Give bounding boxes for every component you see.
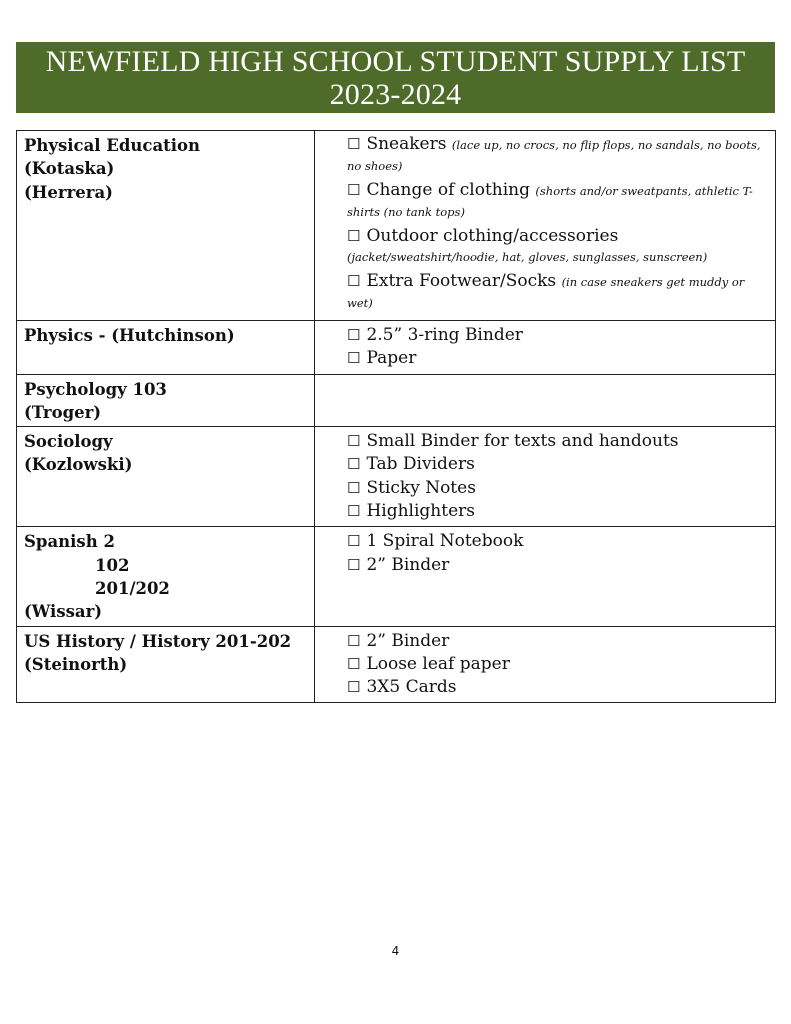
checkbox-icon[interactable]: ☐ xyxy=(347,135,361,153)
course-cell xyxy=(17,626,315,703)
supply-item xyxy=(347,226,767,267)
course-cell xyxy=(17,131,315,321)
supplies-cell xyxy=(315,131,776,321)
course-name: Physics - (Hutchinson) xyxy=(24,326,235,345)
table-row xyxy=(17,321,776,375)
supplies-cell xyxy=(315,527,776,626)
supply-item xyxy=(347,530,767,553)
supply-item-label: Sticky Notes xyxy=(366,477,476,498)
teacher-name: (Wissar) xyxy=(24,602,103,622)
title-banner xyxy=(16,42,775,113)
supply-item-note: (shorts and/or sweatpants, athletic T-shirts (no tank tops) xyxy=(347,184,753,219)
checkbox-icon[interactable]: ☐ xyxy=(347,349,361,368)
supply-item-label: 2” Binder xyxy=(366,554,450,575)
supply-item xyxy=(347,676,767,699)
supply-item-label: Loose leaf paper xyxy=(366,653,510,674)
supply-item xyxy=(347,271,767,313)
teacher-name: (Steinorth) xyxy=(24,654,128,674)
course-name: Physical Education xyxy=(24,136,201,155)
course-name: Sociology xyxy=(24,432,113,452)
supply-item xyxy=(347,453,767,476)
table-row xyxy=(17,626,776,703)
supply-item-label: Tab Dividers xyxy=(366,454,475,475)
supplies-cell xyxy=(315,374,776,427)
checkbox-icon[interactable]: ☐ xyxy=(347,532,361,551)
supply-item-note: (in case sneakers get muddy or wet) xyxy=(347,275,745,310)
supply-item xyxy=(347,630,767,653)
supply-item-label: Paper xyxy=(366,348,417,369)
title-line-1: NEWFIELD HIGH SCHOOL STUDENT SUPPLY LIST xyxy=(45,45,746,78)
teacher-name: (Troger) xyxy=(24,402,102,422)
supply-item-label: Sneakers xyxy=(366,134,447,154)
checkbox-icon[interactable]: ☐ xyxy=(347,478,361,497)
supply-item xyxy=(347,554,767,577)
teacher-name: (Kozlowski) xyxy=(24,455,133,475)
supply-item xyxy=(347,180,767,222)
supply-item-label: Extra Footwear/Socks xyxy=(366,271,557,291)
checkbox-icon[interactable]: ☐ xyxy=(347,227,361,245)
supply-item-label: 2.5” 3-ring Binder xyxy=(366,325,523,345)
supplies-cell xyxy=(315,321,776,375)
checkbox-icon[interactable]: ☐ xyxy=(347,326,361,344)
teacher-name: (Kotaska) xyxy=(24,159,115,179)
supply-table xyxy=(16,130,776,703)
supply-item-label: Change of clothing xyxy=(366,180,531,200)
checkbox-icon[interactable]: ☐ xyxy=(347,432,361,451)
course-cell xyxy=(17,321,315,375)
supplies-cell xyxy=(315,626,776,703)
checkbox-icon[interactable]: ☐ xyxy=(347,272,361,290)
supply-item-label: Highlighters xyxy=(366,501,475,522)
page-number: 4 xyxy=(391,944,400,958)
supply-item-label: 1 Spiral Notebook xyxy=(366,531,524,552)
supply-item-note: (lace up, no crocs, no flip flops, no sandals, no boots, no shoes) xyxy=(347,138,761,173)
checkbox-icon[interactable]: ☐ xyxy=(347,455,361,474)
supply-item xyxy=(347,347,767,370)
table-row xyxy=(17,527,776,626)
table-row xyxy=(17,131,776,321)
checkbox-icon[interactable]: ☐ xyxy=(347,678,361,697)
course-cell xyxy=(17,374,315,427)
course-cell xyxy=(17,527,315,626)
checkbox-icon[interactable]: ☐ xyxy=(347,502,361,521)
supply-item xyxy=(347,500,767,523)
course-name: Psychology 103 xyxy=(24,379,167,399)
supply-item-note: (jacket/sweatshirt/hoodie, hat, gloves, sunglasses, sunscreen) xyxy=(347,250,708,264)
checkbox-icon[interactable]: ☐ xyxy=(347,555,361,574)
supply-item xyxy=(347,134,767,176)
title-line-2: 2023-2024 xyxy=(329,78,462,111)
course-level: 102 xyxy=(95,555,130,575)
supply-item-label: Small Binder for texts and handouts xyxy=(366,431,679,452)
course-name: US History / History 201-202 xyxy=(24,631,292,651)
supply-item xyxy=(347,324,767,347)
supply-item xyxy=(347,653,767,676)
course-name: Spanish 2 xyxy=(24,532,115,552)
checkbox-icon[interactable]: ☐ xyxy=(347,654,361,673)
course-cell xyxy=(17,427,315,527)
supply-item xyxy=(347,477,767,500)
table-row xyxy=(17,374,776,427)
course-level: 201/202 xyxy=(95,578,170,598)
supplies-cell xyxy=(315,427,776,527)
teacher-name: (Herrera) xyxy=(24,182,113,202)
checkbox-icon[interactable]: ☐ xyxy=(347,181,361,199)
supply-item-label: Outdoor clothing/accessories xyxy=(366,226,619,246)
table-row xyxy=(17,427,776,527)
supply-item xyxy=(347,430,767,453)
checkbox-icon[interactable]: ☐ xyxy=(347,631,361,650)
supply-item-label: 3X5 Cards xyxy=(366,677,457,698)
supply-item-label: 2” Binder xyxy=(366,630,450,651)
